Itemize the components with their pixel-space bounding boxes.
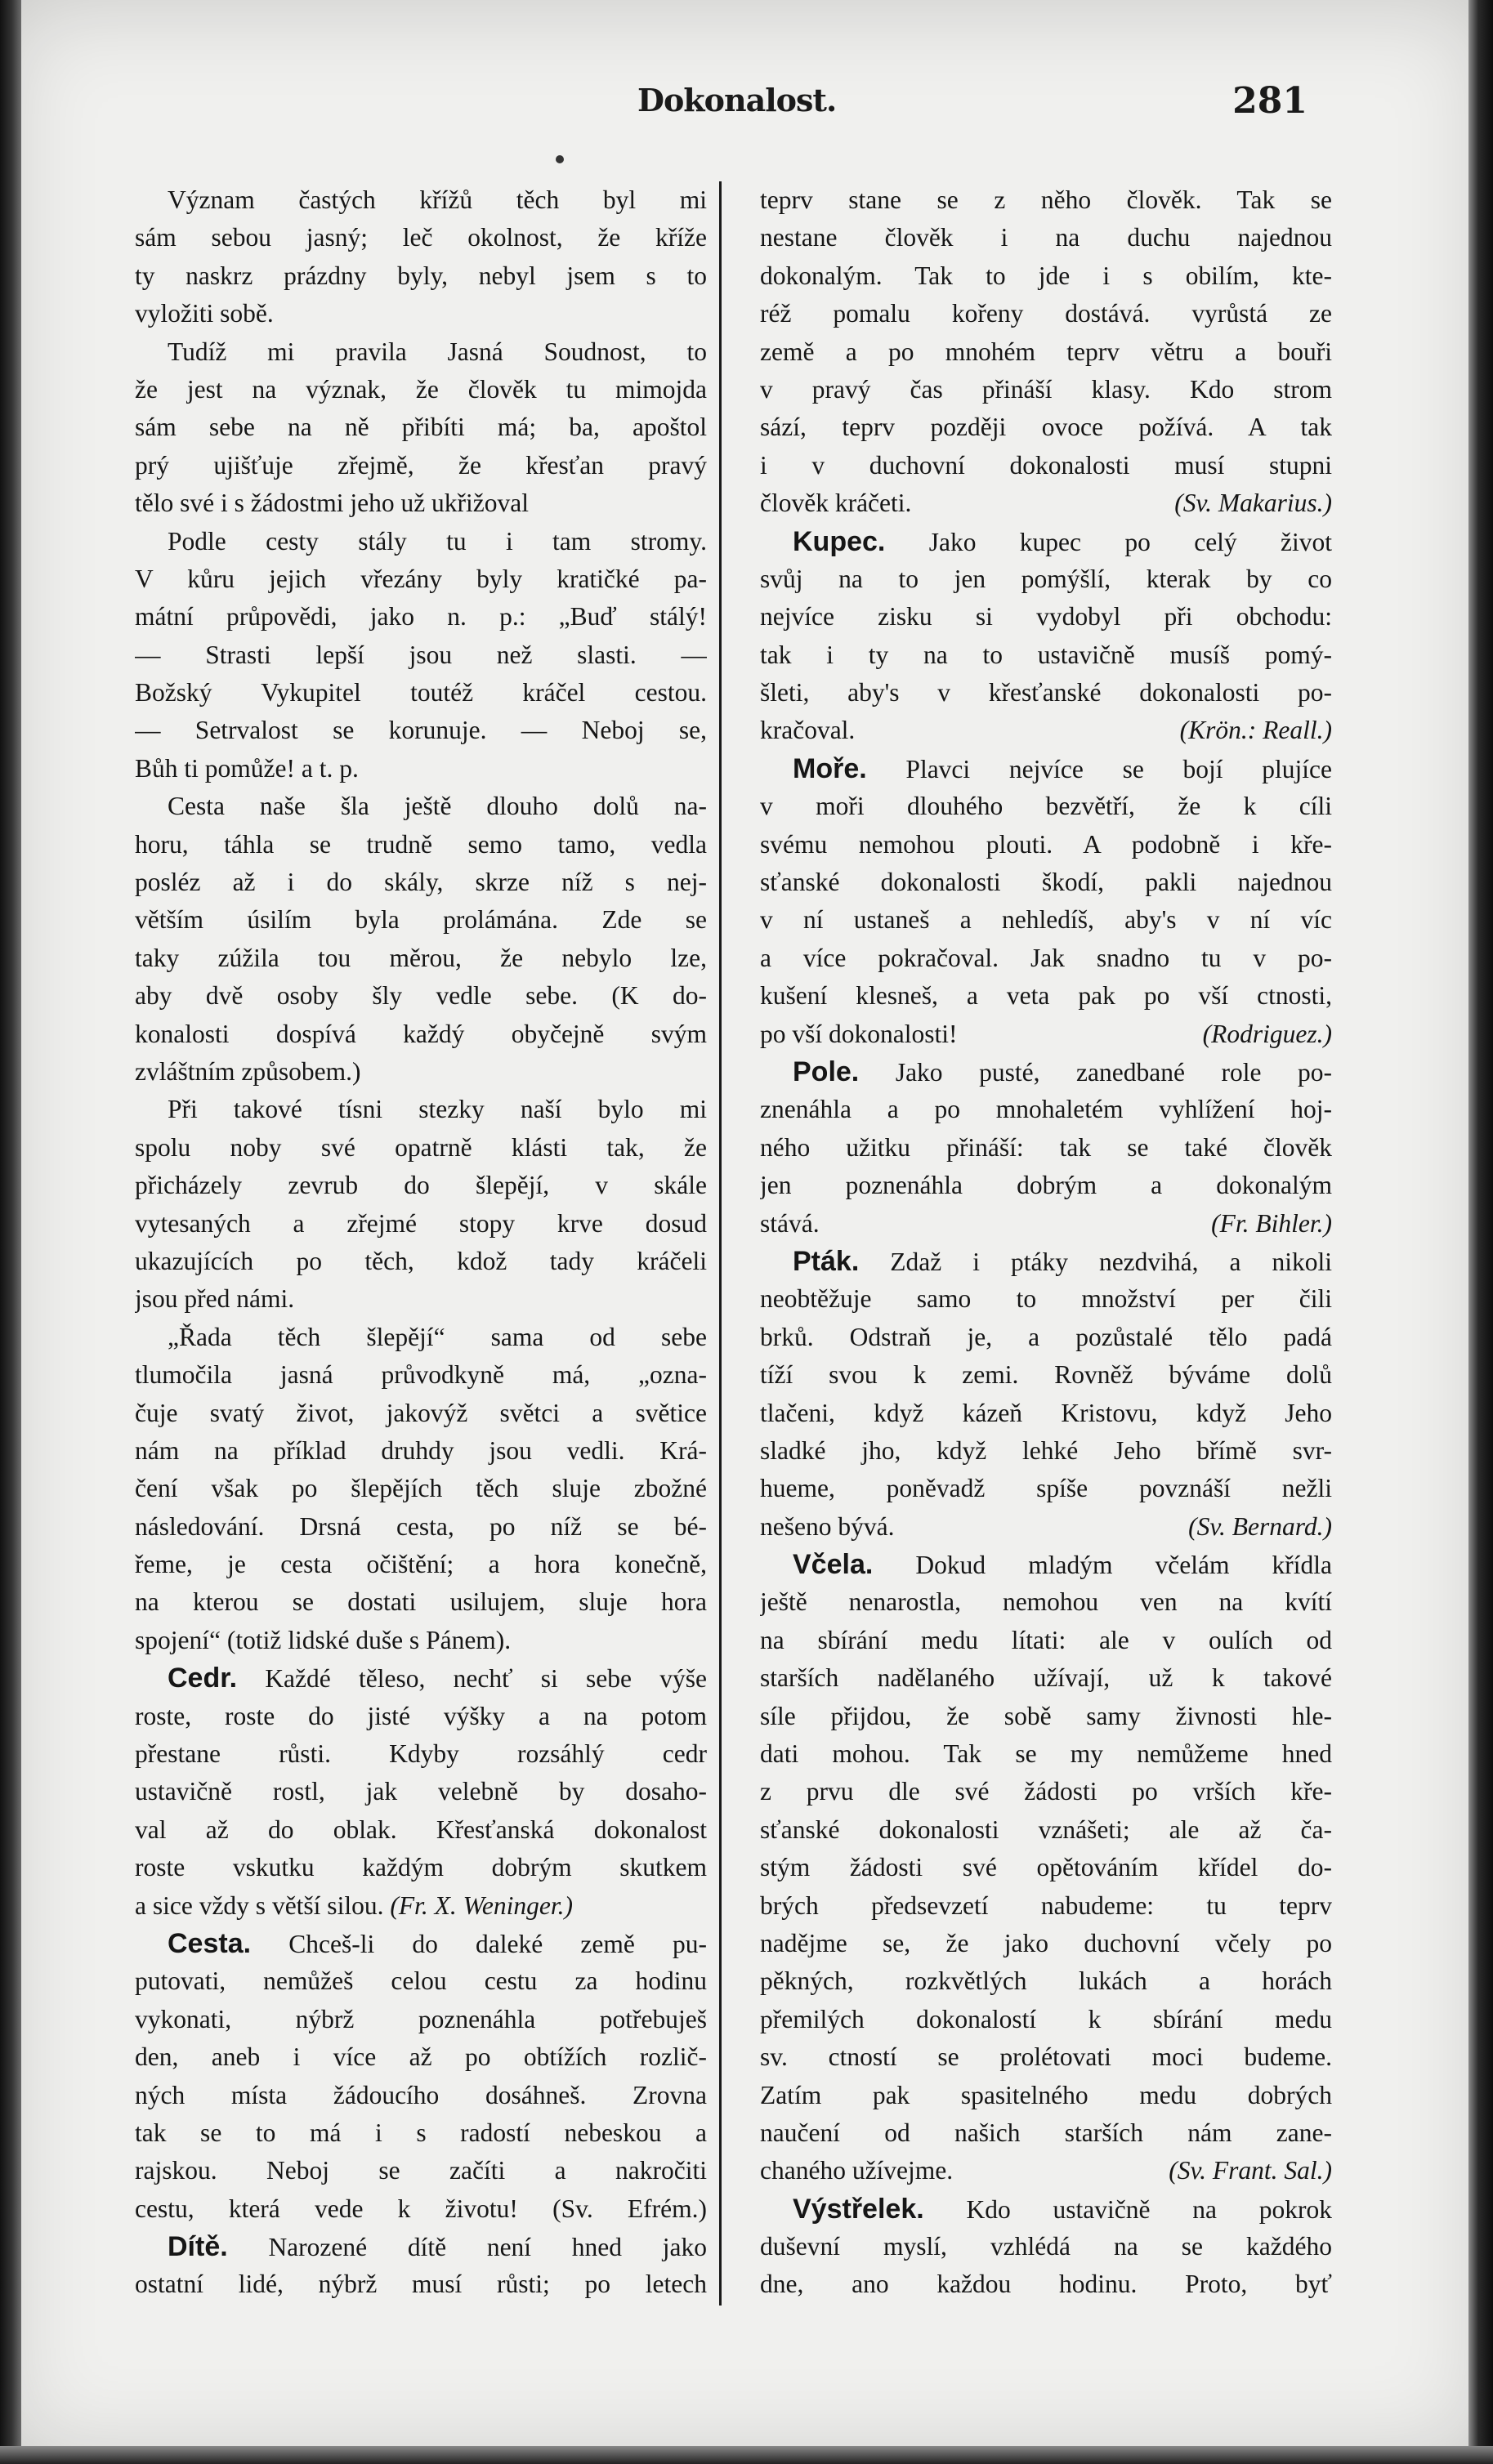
text-line: „Řada těch šlepějí“ sama od sebe — [168, 1322, 707, 1351]
text-line: svému nemohou plouti. A podobně i kře- — [760, 829, 1332, 859]
text-line: Cesta naše šla ještě dlouho dolů na- — [168, 792, 707, 821]
text-line — [760, 1508, 1332, 1546]
text-line: následování. Drsná cesta, po níž se bé- — [135, 1511, 707, 1541]
column-divider — [719, 181, 722, 2306]
entry-cedr — [135, 1659, 707, 1697]
text-line: naučení od našich starších nám zane- — [760, 2118, 1332, 2147]
text-line: tak se to má i s radostí nebeskou a — [135, 2118, 707, 2147]
source-citation: (Sv. Makarius.) — [1174, 489, 1332, 518]
text-line: tak i ty na to ustavičně musíš pomý- — [760, 640, 1332, 669]
source-citation: (Rodriguez.) — [1202, 1019, 1332, 1048]
text-line: sťanské dokonalosti vznášeti; ale až ča- — [760, 1815, 1332, 1844]
text-line: stým žádosti své opětováním křídel do- — [760, 1853, 1332, 1882]
text-line: Zatím pak spasitelného medu dobrých — [760, 2080, 1332, 2109]
entry-keyword: Pole. — [793, 1056, 860, 1087]
text-line: i v duchovní dokonalosti musí stupni — [760, 450, 1332, 480]
text-line: taky zúžila tou měrou, že nebylo lze, — [135, 943, 707, 972]
text-line: val až do oblak. Křesťanská dokonalost — [135, 1815, 707, 1844]
text-line: přicházely zevrub do šlepějí, v skále — [135, 1171, 707, 1200]
line-text: člověk kráčeti. — [760, 489, 912, 518]
text-line: réž pomalu kořeny dostává. vyrůstá ze — [760, 299, 1332, 328]
text-line: ných místa žádoucího dosáhneš. Zrovna — [135, 2080, 707, 2109]
text-line: čení však po šlepějích těch sluje zbožné — [135, 1474, 707, 1503]
text-line: kušení klesneš, a veta pak po vší ctnosti, — [760, 981, 1332, 1011]
text-line: roste vskutku každým dobrým skutkem — [135, 1853, 707, 1882]
entry-pole — [760, 1053, 1332, 1091]
text-line: nestane člověk i na duchu najednou — [760, 223, 1332, 252]
text-line — [760, 1016, 1332, 1053]
text-line: tlačeni, když kázeň Kristovu, když Jeho — [760, 1398, 1332, 1427]
text-line: znenáhla a po mnohaletém vyhlížení hoj- — [760, 1095, 1332, 1124]
entry-keyword: Cesta. — [168, 1927, 252, 1959]
text-line: ještě nenarostla, nemohou ven na kvítí — [760, 1587, 1332, 1617]
entry-text: Plavci nejvíce se bojí plujíce — [905, 754, 1332, 783]
text-line: neobtěžuje samo to množství per čili — [760, 1284, 1332, 1314]
text-line: řeme, je cesta očištění; a hora konečně, — [135, 1550, 707, 1579]
text-line: putovati, nemůžeš celou cestu za hodinu — [135, 1966, 707, 1996]
text-line: dne, ano každou hodinu. Proto, byť — [760, 2270, 1332, 2299]
text-line: Podle cesty stály tu i tam stromy. — [168, 526, 707, 556]
entry-keyword: Výstřelek. — [793, 2193, 924, 2225]
page-edge-right — [1468, 0, 1493, 2464]
text-line — [135, 1887, 707, 1925]
text-line: Bůh ti pomůže! a t. p. — [135, 753, 359, 783]
entry-keyword: Pták. — [793, 1245, 860, 1277]
text-line: rajskou. Neboj se začíti a nakročiti — [135, 2156, 707, 2185]
source-citation: (Sv. Bernard.) — [1188, 1511, 1332, 1541]
text-line: den, aneb i více až po obtížích rozlič- — [135, 2042, 707, 2072]
left-column — [135, 181, 707, 2304]
text-line: šleti, aby's v křesťanské dokonalosti po- — [760, 678, 1332, 708]
text-line: tíží svou k zemi. Rovněž býváme dolů — [760, 1360, 1332, 1390]
text-line: Božský Vykupitel toutéž kráčel cestou. — [135, 678, 707, 708]
text-line: brých předsevzetí nabudeme: tu teprv — [760, 1890, 1332, 1920]
running-header: Dokonalost. — [637, 82, 837, 118]
text-line: nadějme se, že jako duchovní včely po — [760, 1928, 1332, 1957]
text-line: cestu, která vede k životu! (Sv. Efrém.) — [135, 2194, 707, 2223]
entry-text: Jako pusté, zanedbané role po- — [895, 1057, 1332, 1087]
text-line: země a po mnohém teprv větru a bouři — [760, 337, 1332, 366]
print-speck — [556, 155, 564, 163]
text-line: dati mohou. Tak se my nemůžeme hned — [760, 1739, 1332, 1769]
entry-text: Kdo ustavičně na pokrok — [966, 2194, 1332, 2224]
source-citation: (Fr. X. Weninger.) — [390, 1890, 574, 1920]
entry-keyword: Cedr. — [168, 1663, 238, 1694]
text-line: roste, roste do jisté výšky a na potom — [135, 1701, 707, 1730]
page-number: 281 — [1232, 80, 1307, 122]
text-line: posléz až i do skály, skrze níž s nej- — [135, 868, 707, 897]
text-line: spojení“ (totiž lidské duše s Pánem). — [135, 1625, 512, 1654]
text-line: sám sebou jasný; leč okolnost, že kříže — [135, 223, 707, 252]
text-line: — Strasti lepší jsou než slasti. — — [135, 640, 707, 669]
text-line: sám sebe na ně přibíti má; ba, apoštol — [135, 413, 707, 442]
text-line: na kterou se dostati usilujem, sluje hora — [135, 1587, 707, 1617]
entry-cesta — [135, 1925, 707, 1962]
text-line — [760, 484, 1332, 522]
text-line: — Setrvalost se korunuje. — Neboj se, — [135, 716, 707, 745]
text-line: aby dvě osoby šly vedle sebe. (K do- — [135, 981, 707, 1011]
text-line: sťanské dokonalosti škodí, pakli najednou — [760, 868, 1332, 897]
text-line: pěkných, rozkvětlých lukách a horách — [760, 1966, 1332, 1996]
line-text: kračoval. — [760, 716, 856, 745]
text-line: a více pokračoval. Jak snadno tu v po- — [760, 943, 1332, 972]
entry-text: Chceš-li do daleké země pu- — [288, 1929, 707, 1958]
entry-text: Dokud mladým včelám křídla — [915, 1551, 1332, 1580]
binding-shadow — [0, 0, 21, 2464]
text-line: nejvíce zisku si vydobyl při obchodu: — [760, 602, 1332, 632]
entry-kupec — [760, 523, 1332, 560]
text-line: sladké jho, když lehké Jeho břímě svr- — [760, 1435, 1332, 1465]
text-line: sv. ctností se prolétovati moci budeme. — [760, 2042, 1332, 2072]
text-line: ukazujících po těch, kdož tady kráčeli — [135, 1246, 707, 1275]
text-line: brků. Odstraň je, a pozůstalé tělo padá — [760, 1322, 1332, 1351]
entry-keyword: Moře. — [793, 752, 867, 784]
source-citation: (Sv. Frant. Sal.) — [1169, 2156, 1332, 2185]
text-line: Tudíž mi pravila Jasná Soudnost, to — [168, 337, 707, 366]
text-line — [760, 2152, 1332, 2189]
text-line: dokonalým. Tak to jde i s obilím, kte- — [760, 261, 1332, 290]
text-line: zvláštním způsobem.) — [135, 1056, 361, 1086]
text-line: ného užitku přináší: tak se také člověk — [760, 1132, 1332, 1162]
text-line: konalosti dospívá každý obyčejně svým — [135, 1019, 707, 1048]
entry-vystrelek — [760, 2190, 1332, 2228]
text-line: Význam častých křížů těch byl mi — [168, 185, 707, 214]
text-line: ty naskrz prázdny byly, nebyl jsem s to — [135, 261, 707, 290]
entry-ptak — [760, 1243, 1332, 1280]
entry-more — [760, 750, 1332, 788]
text-line: vyložiti sobě. — [135, 299, 274, 328]
text-line: ostatní lidé, nýbrž musí růsti; po letech — [135, 2270, 707, 2299]
text-line: ustavičně rostl, jak velebně by dosaho- — [135, 1777, 707, 1806]
text-line: duševní myslí, vzhlédá na se každého — [760, 2232, 1332, 2261]
text-line: v pravý čas přináší klasy. Kdo strom — [760, 374, 1332, 404]
entry-text: Narozené dítě není hned jako — [268, 2233, 707, 2262]
text-line: hueme, poněvadž spíše povznáší nežli — [760, 1474, 1332, 1503]
text-line: tělo své i s žádostmi jeho už ukřižoval — [135, 489, 530, 518]
text-line: z prvu dle své žádosti po vrších kře- — [760, 1777, 1332, 1806]
text-line: tlumočila jasná průvodkyně má, „ozna- — [135, 1360, 707, 1390]
text-line: síle přijdou, že sobě samy živnosti hle- — [760, 1701, 1332, 1730]
text-line: jsou před námi. — [135, 1284, 295, 1314]
text-line: sází, teprv později ovoce požívá. A tak — [760, 413, 1332, 442]
entry-text: Každé těleso, nechť si sebe výše — [265, 1664, 707, 1694]
text-line: nám na příklad druhdy jsou vedli. Krá- — [135, 1435, 707, 1465]
text-line: horu, táhla se trudně semo tamo, vedla — [135, 829, 707, 859]
text-line: v moři dlouhého bezvětří, že k cíli — [760, 792, 1332, 821]
text-line: čuje svatý život, jakovýž světci a světice — [135, 1398, 707, 1427]
text-line: vytesaných a zřejmé stopy krve dosud — [135, 1208, 707, 1238]
entry-text: Zdaž i ptáky nezdvihá, a nikoli — [890, 1247, 1332, 1276]
entry-text: Jako kupec po celý život — [928, 527, 1332, 556]
right-column — [760, 181, 1332, 2304]
entry-keyword: Dítě. — [168, 2231, 228, 2263]
line-text: stává. — [760, 1208, 820, 1238]
line-text: po vší dokonalosti! — [760, 1019, 958, 1048]
text-line — [760, 1205, 1332, 1243]
text-line: v ní ustaneš a nehledíš, aby's v ní víc — [760, 905, 1332, 935]
entry-vcela — [760, 1546, 1332, 1583]
text-line: prý ujišťuje zřejmě, že křesťan pravý — [135, 450, 707, 480]
text-line: svůj na to jen pomýšlí, kterak by co — [760, 564, 1332, 593]
text-line: vykonati, nýbrž poznenáhla potřebuješ — [135, 2004, 707, 2033]
line-text: chaného užívejme. — [760, 2156, 954, 2185]
text-line: Při takové tísni stezky naší bylo mi — [168, 1095, 707, 1124]
text-line: teprv stane se z něho člověk. Tak se — [760, 185, 1332, 214]
source-citation: (Krön.: Reall.) — [1179, 716, 1332, 745]
text-line: V kůru jejich vřezány byly kratičké pa- — [135, 564, 707, 593]
line-text: a sice vždy s větší silou. — [135, 1890, 391, 1920]
text-line: na sbírání medu lítati: ale v oulích od — [760, 1625, 1332, 1654]
text-line: přemilých dokonalostí k sbírání medu — [760, 2004, 1332, 2033]
line-text: nešeno bývá. — [760, 1511, 895, 1541]
entry-keyword: Včela. — [793, 1549, 874, 1581]
source-citation: (Fr. Bihler.) — [1211, 1208, 1332, 1238]
entry-keyword: Kupec. — [793, 525, 886, 557]
text-line: jen poznenáhla dobrým a dokonalým — [760, 1171, 1332, 1200]
text-line: přestane růsti. Kdyby rozsáhlý cedr — [135, 1739, 707, 1769]
page-edge-bottom — [0, 2446, 1493, 2464]
text-line: starších nadělaného užívají, už k takové — [760, 1663, 1332, 1693]
text-line — [760, 712, 1332, 749]
text-line: větším úsilím byla prolámána. Zde se — [135, 905, 707, 935]
text-line: že jest na význak, že člověk tu mimojda — [135, 374, 707, 404]
text-line: spolu noby své opatrně klásti tak, že — [135, 1132, 707, 1162]
text-line: mátní průpovědi, jako n. p.: „Buď stálý! — [135, 602, 707, 632]
entry-dite — [135, 2228, 707, 2265]
